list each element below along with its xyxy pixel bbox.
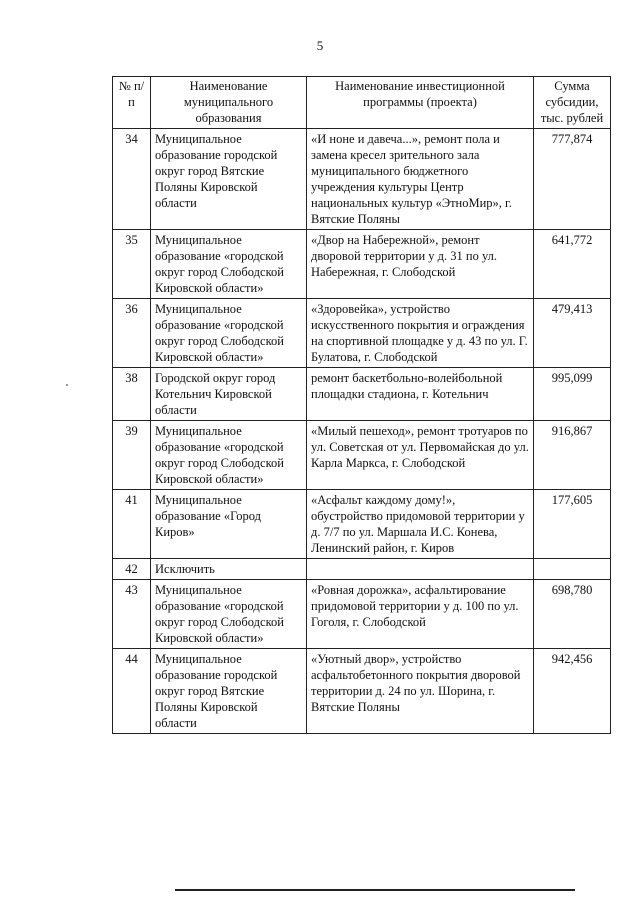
row-number: 44 xyxy=(113,649,151,734)
table-row xyxy=(113,129,611,230)
row-municipality: Муниципальное образование «Город Киров» xyxy=(151,490,307,559)
page-number: 5 xyxy=(316,38,324,53)
table-row xyxy=(113,299,611,368)
table-row xyxy=(113,559,611,580)
footer-rule xyxy=(175,889,575,891)
table-header-row xyxy=(113,77,611,129)
table-row xyxy=(113,368,611,421)
row-number: 34 xyxy=(113,129,151,230)
table-row xyxy=(113,230,611,299)
row-program: «Уютный двор», устройство асфальтобетонного покрытия дворовой территории д. 24 по ул. Шорина, г. Вятские Поляны xyxy=(307,649,534,734)
row-number: 39 xyxy=(113,421,151,490)
row-municipality: Исключить xyxy=(151,559,307,580)
row-program: «Милый пешеход», ремонт тротуаров по ул. Советская от ул. Первомайская до ул. Карла Маркса, г. Слободской xyxy=(307,421,534,490)
row-program: ремонт баскетбольно-волейбольной площадки стадиона, г. Котельнич xyxy=(307,368,534,421)
row-number: 36 xyxy=(113,299,151,368)
row-municipality: Муниципальное образование городской округ город Вятские Поляны Кировской области xyxy=(151,649,307,734)
header-municipality: Наименование муниципального образования xyxy=(151,77,307,129)
row-municipality: Муниципальное образование «городской округ город Слободской Кировской области» xyxy=(151,580,307,649)
row-amount: 916,867 xyxy=(534,421,611,490)
row-program: «Здоровейка», устройство искусственного покрытия и ограждения на спортивной площадке у д. 43 по ул. Г. Булатова, г. Слободской xyxy=(307,299,534,368)
row-amount: 777,874 xyxy=(534,129,611,230)
table-row xyxy=(113,649,611,734)
scan-speck xyxy=(66,384,68,386)
row-program: «Двор на Набережной», ремонт дворовой территории у д. 31 по ул. Набережная, г. Слободской xyxy=(307,230,534,299)
header-number: № п/п xyxy=(113,77,151,129)
row-amount: 942,456 xyxy=(534,649,611,734)
table-row xyxy=(113,421,611,490)
table-row xyxy=(113,490,611,559)
row-number: 43 xyxy=(113,580,151,649)
row-number: 35 xyxy=(113,230,151,299)
row-program: «Ровная дорожка», асфальтирование придомовой территории у д. 100 по ул. Гоголя, г. Слободской xyxy=(307,580,534,649)
row-number: 41 xyxy=(113,490,151,559)
header-program: Наименование инвестиционной программы (проекта) xyxy=(307,77,534,129)
row-amount: 177,605 xyxy=(534,490,611,559)
header-amount: Сумма субсидии, тыс. рублей xyxy=(534,77,611,129)
row-program: «И ноне и давеча...», ремонт пола и замена кресел зрительного зала муниципального бюджетного учреждения культуры Центр национальных культур «ЭтноМир», г. Вятские Поляны xyxy=(307,129,534,230)
row-number: 38 xyxy=(113,368,151,421)
row-program xyxy=(307,559,534,580)
row-amount: 479,413 xyxy=(534,299,611,368)
row-program: «Асфальт каждому дому!», обустройство придомовой территории у д. 7/7 по ул. Маршала И.С. Конева, Ленинский район, г. Киров xyxy=(307,490,534,559)
row-municipality: Муниципальное образование «городской округ город Слободской Кировской области» xyxy=(151,299,307,368)
row-municipality: Муниципальное образование «городской округ город Слободской Кировской области» xyxy=(151,421,307,490)
row-amount: 641,772 xyxy=(534,230,611,299)
row-municipality: Муниципальное образование «городской округ город Слободской Кировской области» xyxy=(151,230,307,299)
row-municipality: Городской округ город Котельнич Кировской области xyxy=(151,368,307,421)
row-municipality: Муниципальное образование городской округ город Вятские Поляны Кировской области xyxy=(151,129,307,230)
subsidy-table xyxy=(112,76,611,734)
row-amount: 995,099 xyxy=(534,368,611,421)
row-amount: 698,780 xyxy=(534,580,611,649)
table-row xyxy=(113,580,611,649)
row-number: 42 xyxy=(113,559,151,580)
row-amount xyxy=(534,559,611,580)
